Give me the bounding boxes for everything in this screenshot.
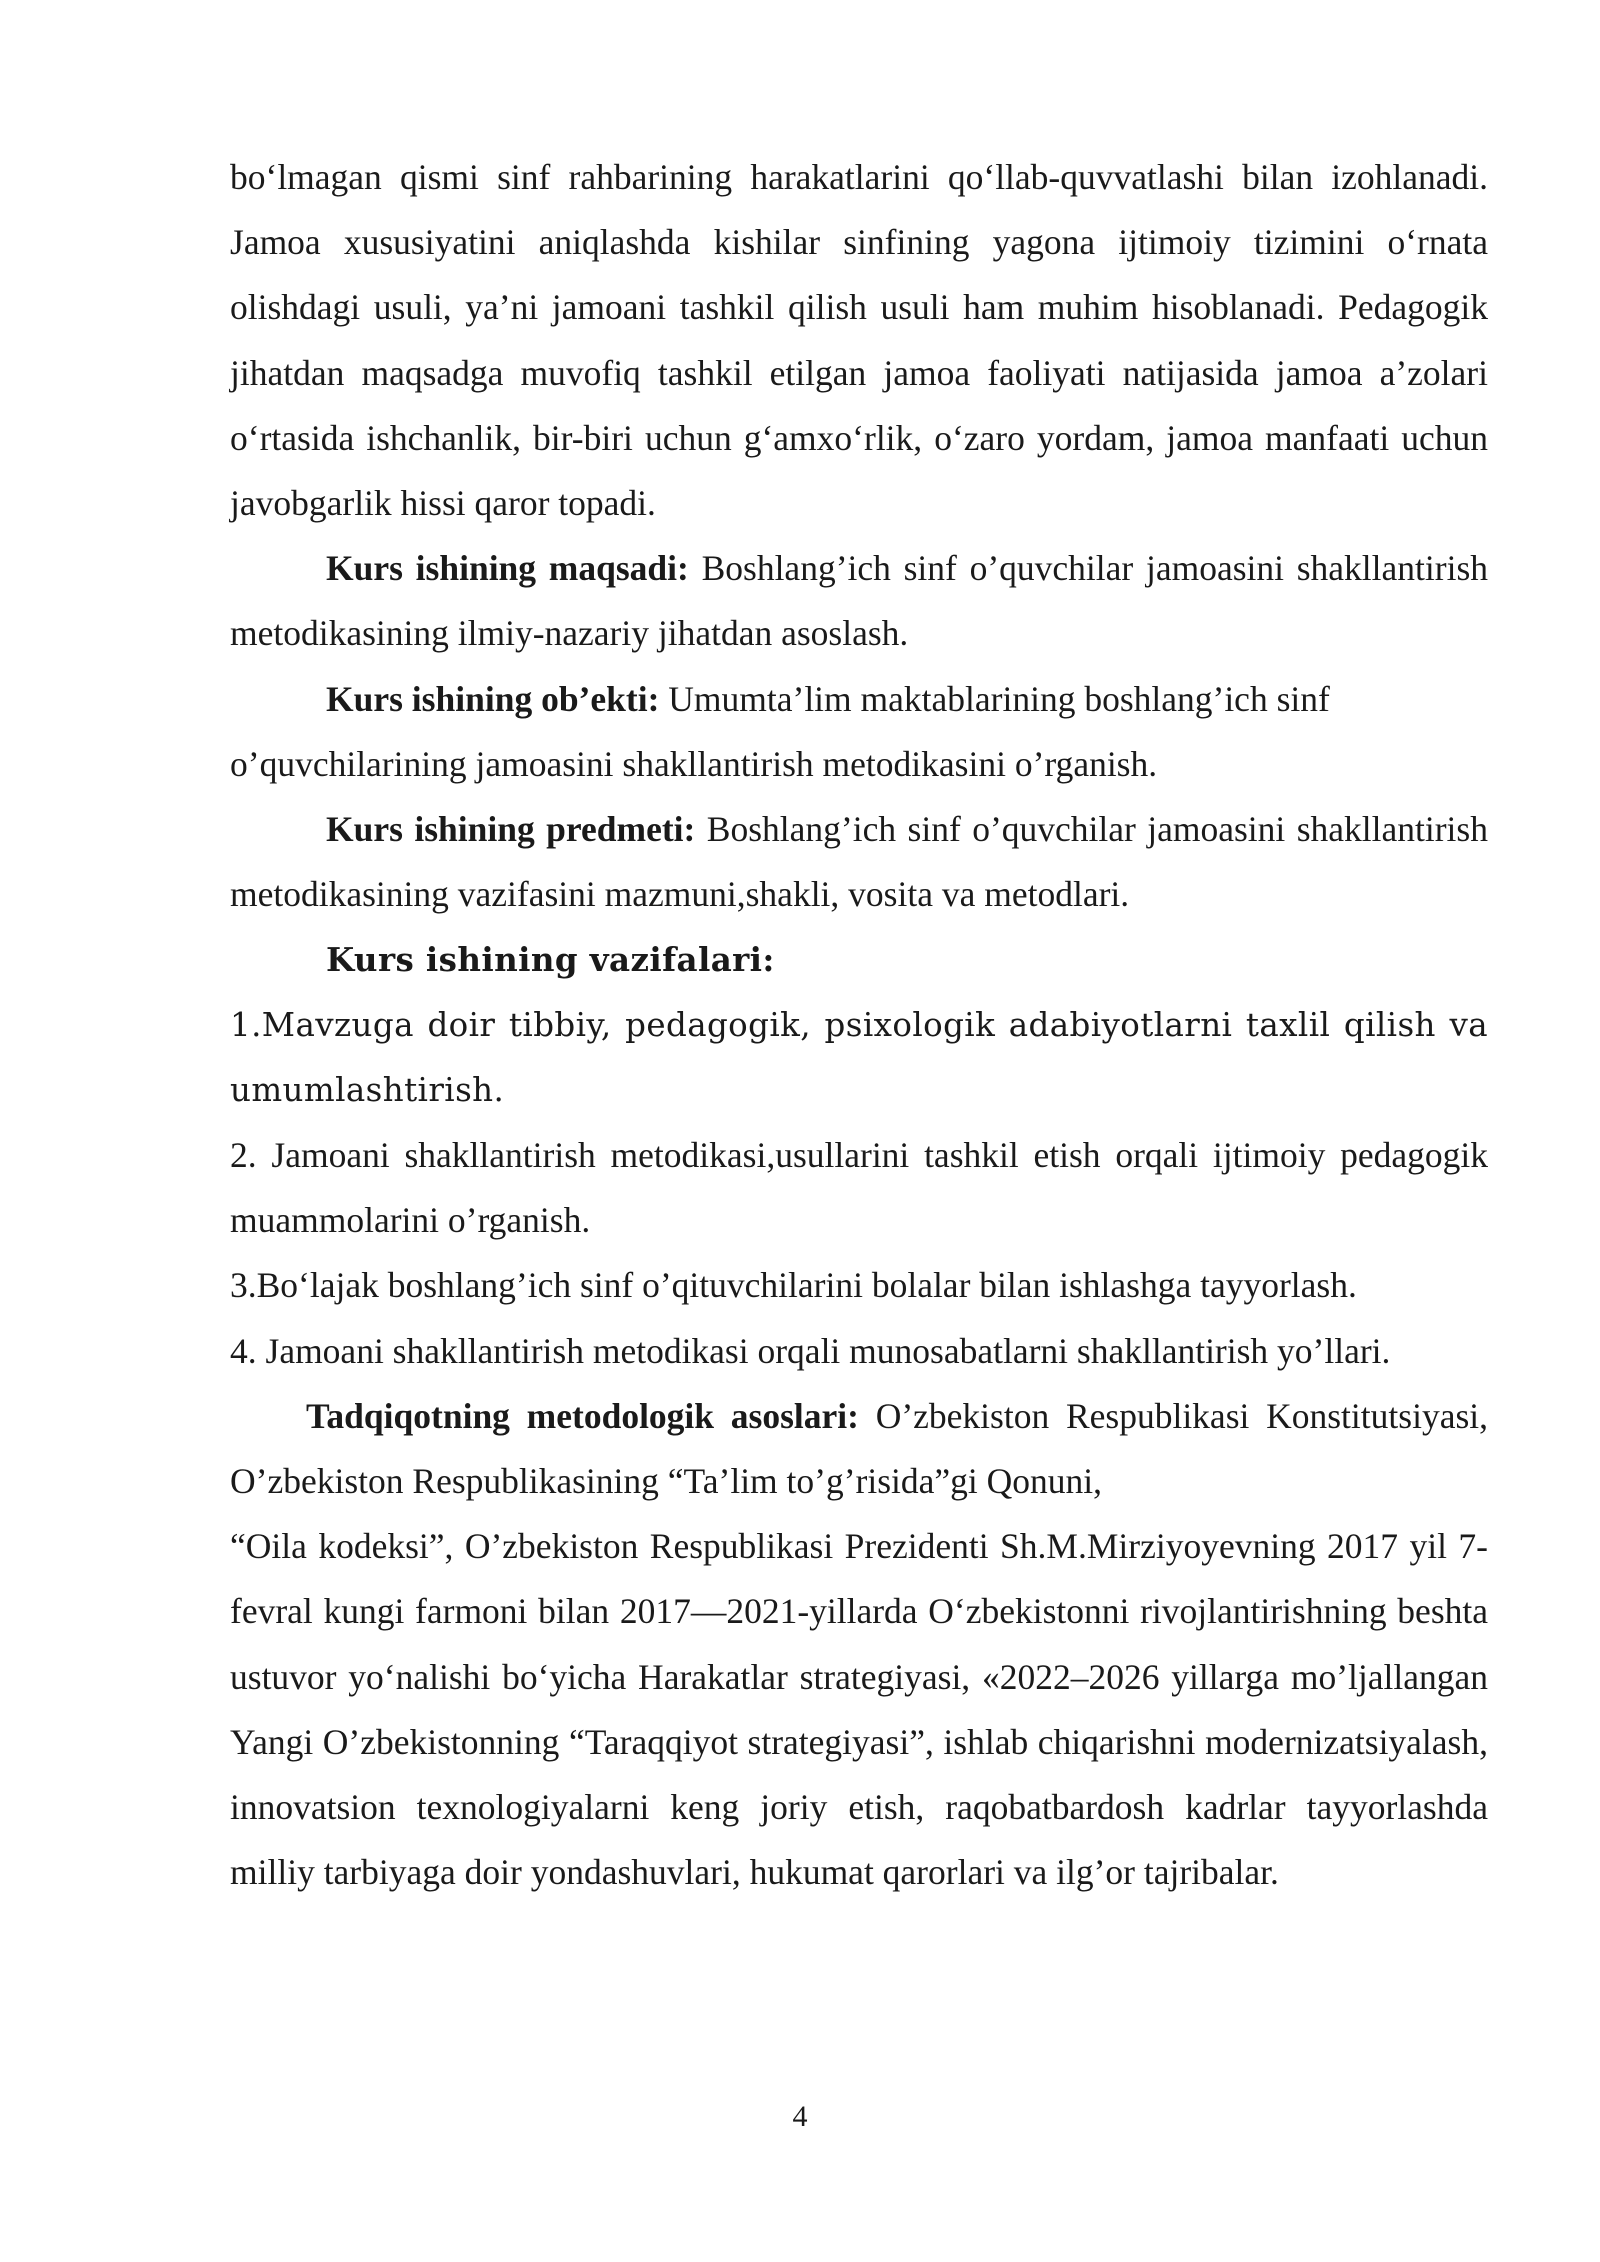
subject-label: Kurs ishining predmeti:: [326, 809, 696, 850]
document-page: [230, 145, 1488, 1905]
task-item: 2. Jamoani shakllantirish metodikasi,usullarini tashkil etish orqali ijtimoiy pedagogik muammolarini o’rganish.: [230, 1135, 1488, 1241]
subject-text: Boshlang’ich sinf o’quvchilar jamoasini shakllantirish metodikasining vazifasini mazmuni,shakli, vosita va metodlari.: [230, 809, 1488, 915]
methodology-paragraph-continued: “Oila kodeksi”, O’zbekiston Respublikasi Prezidenti Sh.M.Mirziyoyevning 2017 yil 7-fevral kungi farmoni bilan 2017—2021-yillarda O‘zbekistonni rivojlantirishning beshta ustuvor yo‘nalishi bo‘yicha Harakatlar strategiyasi, «2022–2026 yillarga mo’ljallangan Yangi O’zbekistonning “Taraqqiyot strategiyasi”, ishlab chiqarishni modernizatsiyalash, innovatsion texnologiyalarni keng joriy etish, raqobatbardosh kadrlar tayyorlashda milliy tarbiyaga doir yondashuvlari, hukumat qarorlari va ilg’or tajribalar.: [230, 1526, 1488, 1893]
goal-text: Boshlang’ich sinf o’quvchilar jamoasini shakllantirish metodikasining ilmiy-nazariy jihatdan asoslash.: [230, 548, 1489, 654]
methodology-paragraph: [230, 1384, 1488, 1514]
object-paragraph: [230, 667, 1488, 732]
object-text-line1: Umumta’lim maktablarining boshlang’ich sinf: [659, 678, 1330, 719]
page-number: 4: [792, 2100, 808, 2133]
object-paragraph-continued: [230, 732, 1488, 797]
task-item: 4. Jamoani shakllantirish metodikasi orqali munosabatlarni shakllantirish yo’llari.: [230, 1330, 1391, 1371]
goal-label: Kurs ishining maqsadi:: [326, 548, 689, 589]
tasks-heading: [230, 927, 1488, 992]
object-label: Kurs ishining ob’ekti:: [326, 678, 660, 719]
methodology-label: Tadqiqotning metodologik asoslari:: [306, 1395, 859, 1436]
tasks-label: Kurs ishining vazifalari:: [326, 940, 775, 980]
methodology-text-a: O’zbekiston Respublikasi Konstitutsiyasi, O’zbekiston Respublikasining “Ta’lim to’g’risida”gi Qonuni,: [230, 1395, 1488, 1502]
task-item: 1.Mavzuga doir tibbiy, pedagogik, psixologik adabiyotlarni taxlil qilish va umumlashtirish.: [230, 1005, 1488, 1109]
object-text-line2: o’quvchilarining jamoasini shakllantirish metodikasini o’rganish.: [230, 743, 1158, 784]
goal-paragraph: [230, 536, 1488, 666]
intro-paragraph: bo‘lmagan qismi sinf rahbarining harakatlarini qo‘llab-quvvatlashi bilan izohlanadi. Jamoa xususiyatini aniqlashda kishilar sinfining yagona ijtimoiy tizimini o‘rnata olishdagi usuli, ya’ni jamoani tashkil qilish usuli ham muhim hisoblanadi. Pedagogik jihatdan maqsadga muvofiq tashkil etilgan jamoa faoliyati natijasida jamoa a’zolari o‘rtasida ishchanlik, bir-biri uchun g‘amxo‘rlik, o‘zaro yordam, jamoa manfaati uchun javobgarlik hissi qaror topadi.: [230, 157, 1488, 524]
subject-paragraph: [230, 797, 1488, 927]
task-item: 3.Bo‘lajak boshlang’ich sinf o’qituvchilarini bolalar bilan ishlashga tayyorlash.: [230, 1265, 1357, 1306]
